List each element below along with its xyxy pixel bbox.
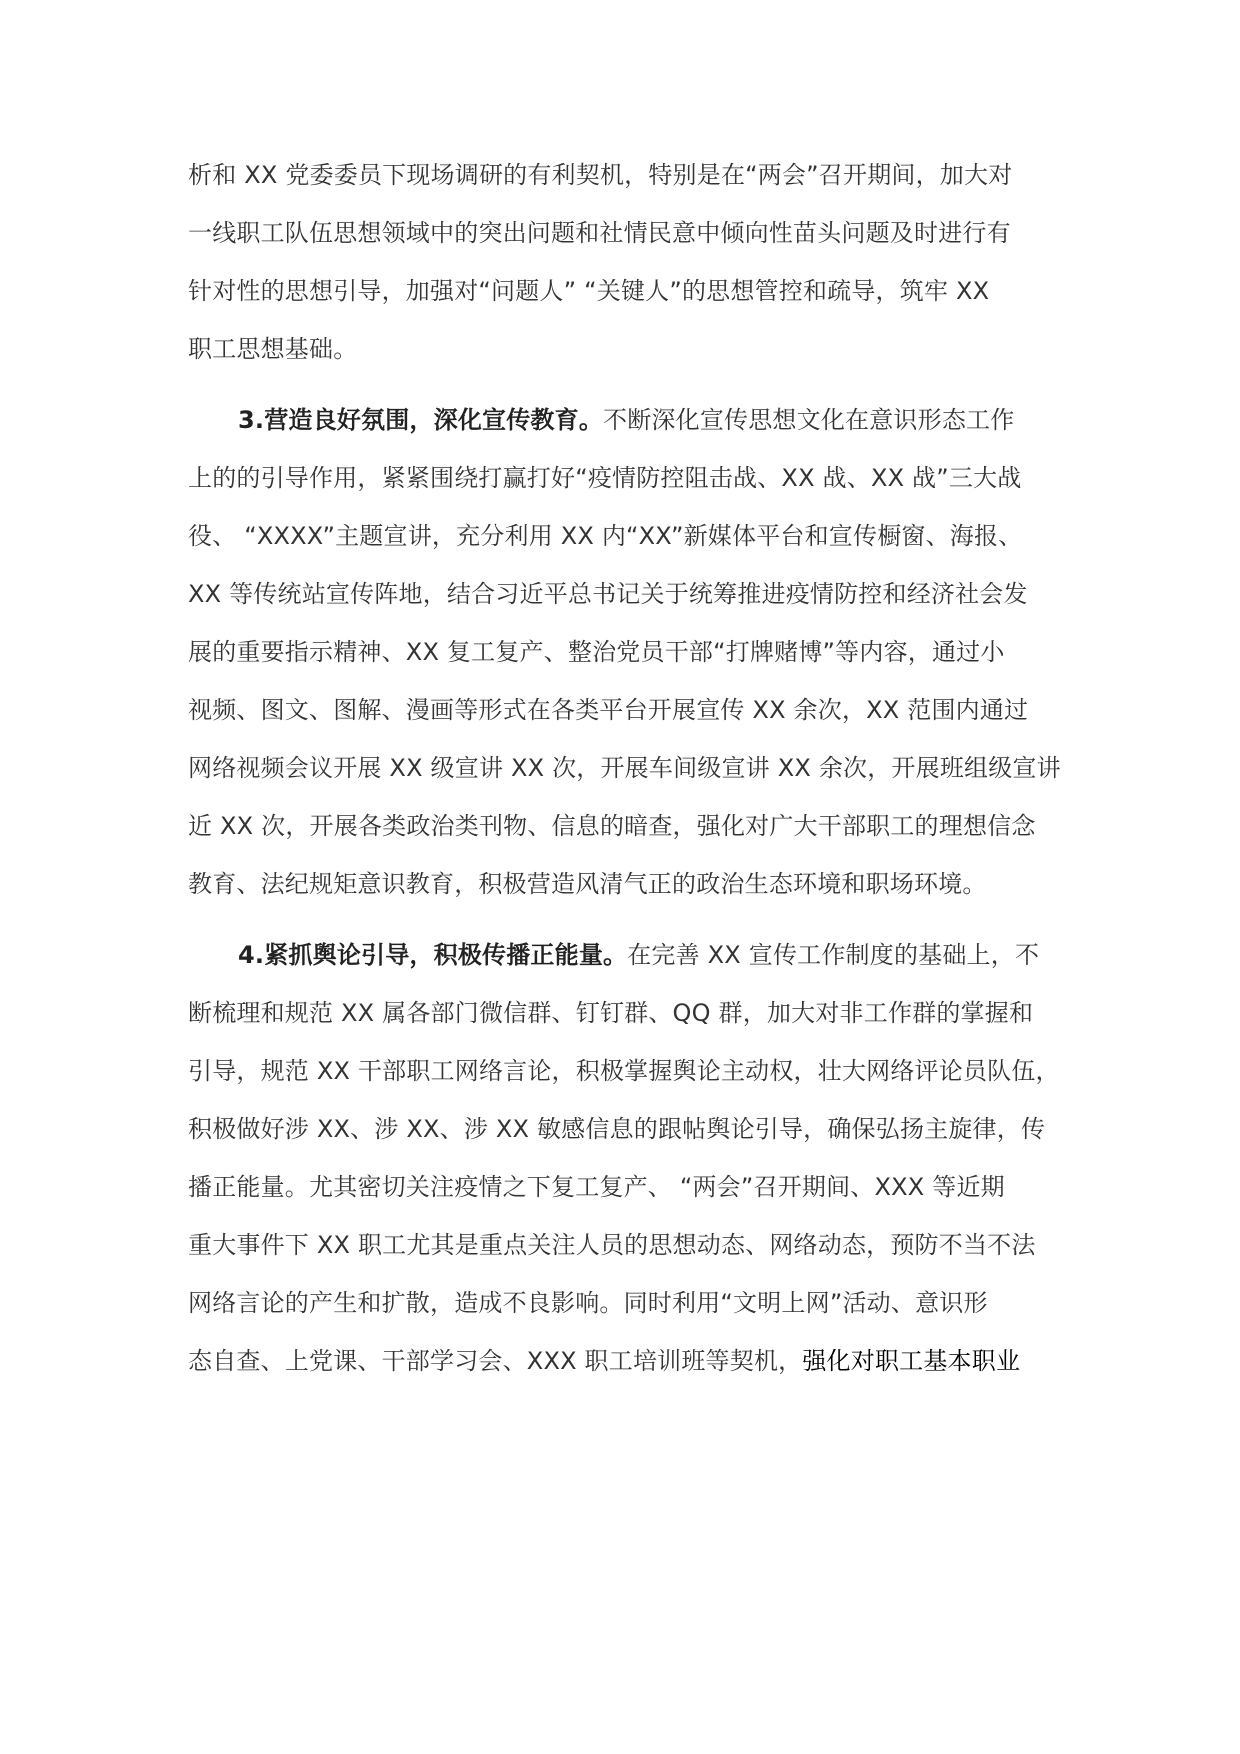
paragraph-3-line-2: 断梳理和规范 XX 属各部门微信群、钉钉群、QQ 群，加大对非工作群的掌握和 [188, 999, 1034, 1027]
paragraph-2-first-line [238, 403, 1014, 437]
paragraph-2-line-3: 役、 “XXXX”主题宣讲，充分利用 XX 内“XX”新媒体平台和宣传橱窗、海报、 [188, 522, 1023, 550]
paragraph-3-line-7: 网络言论的产生和扩散，造成不良影响。同时利用“文明上网”活动、意识形 [188, 1289, 988, 1317]
paragraph-3-line-4: 积极做好涉 XX、涉 XX、涉 XX 敏感信息的跟帖舆论引导，确保弘扬主旋律，传 [188, 1115, 1046, 1143]
paragraph-1-line-1: 析和 XX 党委委员下现场调研的有利契机，特别是在“两会”召开期间，加大对 [188, 161, 1013, 189]
paragraph-3-line-6: 重大事件下 XX 职工尤其是重点关注人员的思想动态、网络动态，预防不当不法 [188, 1231, 1036, 1259]
paragraph-3-first-line [238, 938, 1039, 972]
section-3-heading: 3.营造良好氛围，深化宣传教育。 [238, 406, 604, 434]
paragraph-3-line-8-end: 强化对职工基本职业 [802, 1347, 1021, 1375]
paragraph-2-line-2: 上的的引导作用，紧紧围绕打赢打好“疫情防控阻击战、XX 战、XX 战”三大战 [188, 464, 1022, 492]
paragraph-2-line-5: 展的重要指示精神、XX 复工复产、整治党员干部“打牌赌博”等内容，通过小 [188, 638, 1005, 666]
paragraph-3-line-3: 引导，规范 XX 干部职工网络言论，积极掌握舆论主动权，壮大网络评论员队伍， [188, 1057, 1060, 1085]
paragraph-1-line-3: 针对性的思想引导，加强对“问题人” “关键人”的思想管控和疏导，筑牢 XX [188, 277, 990, 305]
paragraph-2-line-4: XX 等传统站宣传阵地，结合习近平总书记关于统筹推进疫情防控和经济社会发 [188, 580, 1028, 608]
paragraph-2-line-7: 网络视频会议开展 XX 级宣讲 XX 次，开展车间级宣讲 XX 余次，开展班组级宣讲 [188, 754, 1061, 782]
section-4-heading: 4.紧抓舆论引导，积极传播正能量。 [238, 941, 628, 969]
paragraph-2-first-line-text: 不断深化宣传思想文化在意识形态工作 [603, 406, 1015, 434]
paragraph-3-line-5: 播正能量。尤其密切关注疫情之下复工复产、 “两会”召开期间、XXX 等近期 [188, 1173, 1005, 1201]
paragraph-2-line-9: 教育、法纪规矩意识教育，积极营造风清气正的政治生态环境和职场环境。 [188, 870, 987, 898]
paragraph-2-line-8: 近 XX 次，开展各类政治类刊物、信息的暗查，强化对广大干部职工的理想信念 [188, 812, 1036, 840]
paragraph-1-line-2: 一线职工队伍思想领域中的突出问题和社情民意中倾向性苗头问题及时进行有 [188, 219, 1011, 247]
paragraph-2-line-6: 视频、图文、图解、漫画等形式在各类平台开展宣传 XX 余次，XX 范围内通过 [188, 696, 1029, 724]
paragraph-1-line-4: 职工思想基础。 [188, 335, 358, 363]
paragraph-3-line-8 [188, 1344, 1020, 1378]
paragraph-3-first-line-text: 在完善 XX 宣传工作制度的基础上，不 [627, 941, 1040, 969]
paragraph-3-line-8-start: 态自查、上党课、干部学习会、XXX 职工培训班等契机， [188, 1347, 803, 1375]
